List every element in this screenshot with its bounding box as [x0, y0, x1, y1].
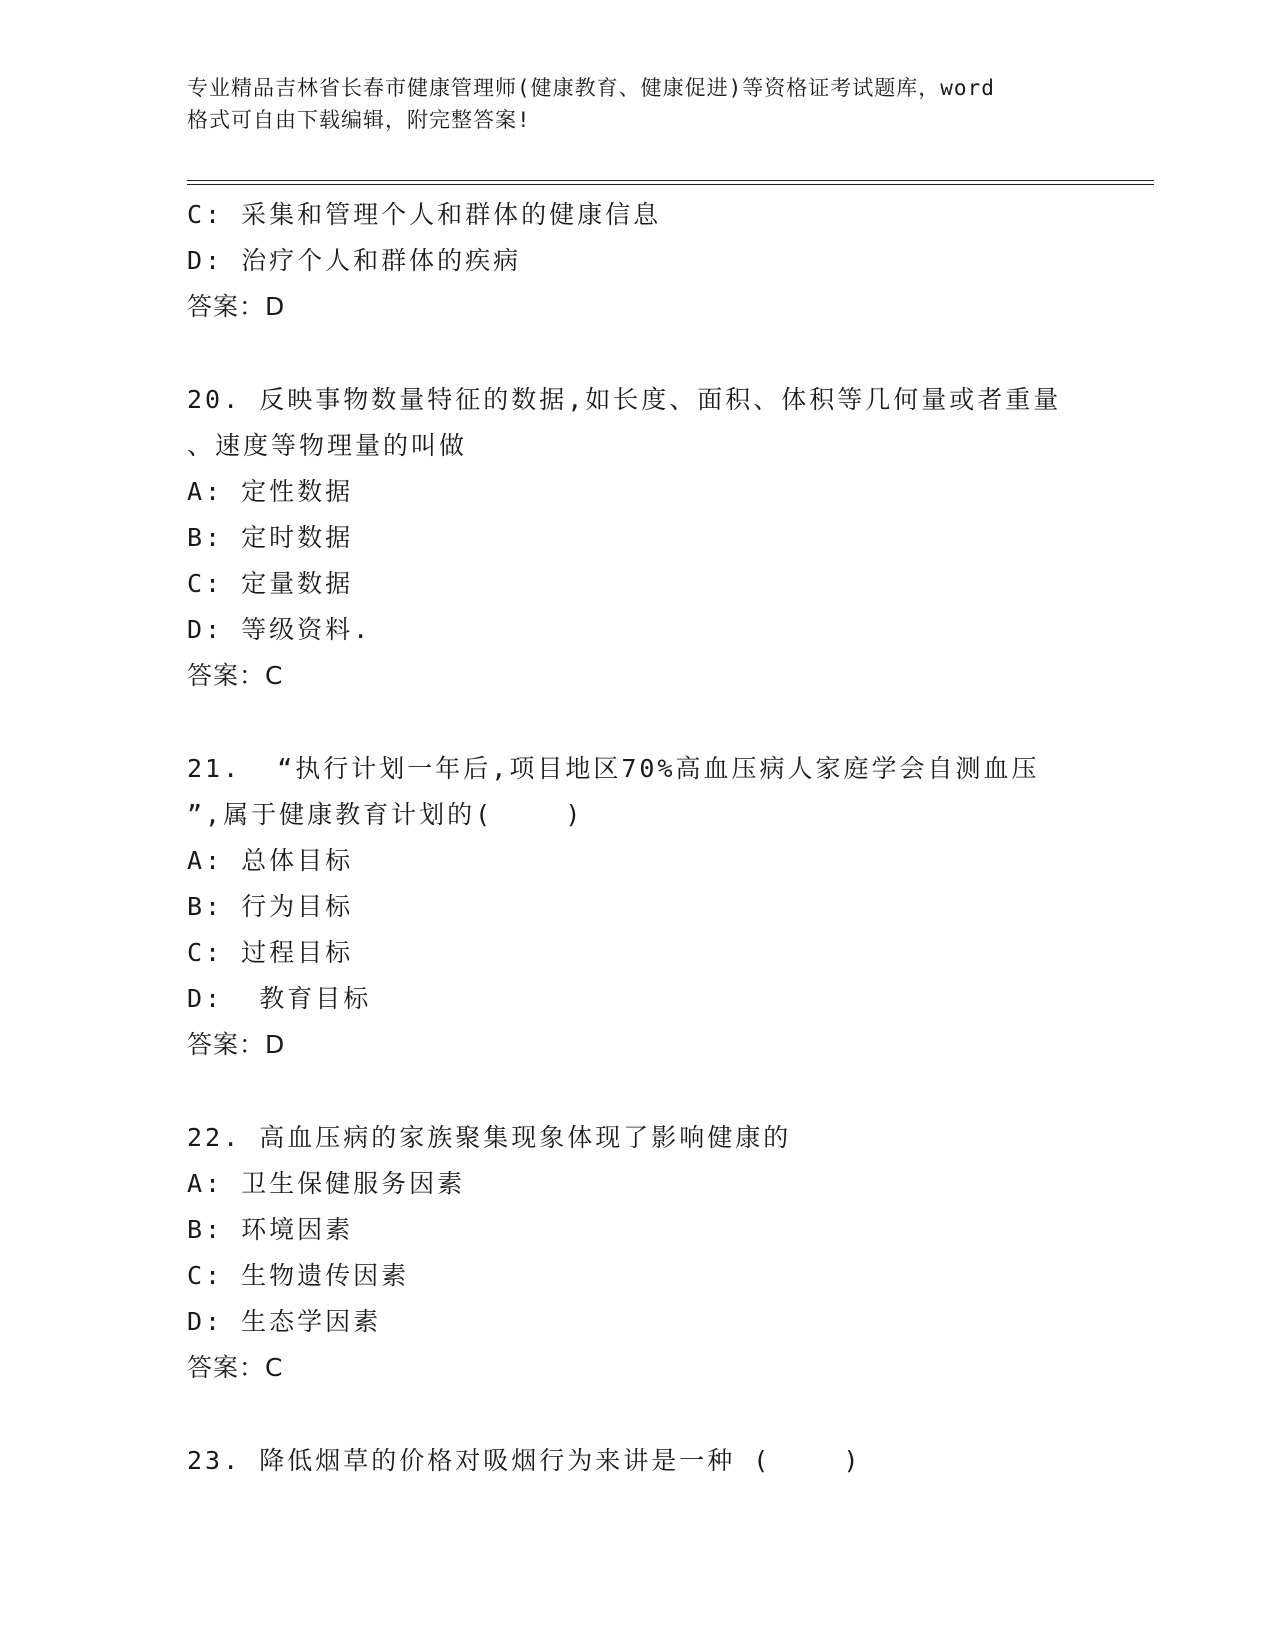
- option-b: B: 行为目标: [187, 892, 354, 921]
- header-divider-top: [187, 180, 1154, 181]
- option-a: A: 总体目标: [187, 846, 354, 875]
- option-d: D: 等级资料.: [187, 615, 372, 644]
- answer-line: 答案：C: [187, 1353, 284, 1382]
- question-gap: [187, 1068, 1147, 1115]
- question-23: [187, 1438, 1147, 1484]
- document-header: [187, 72, 1087, 136]
- option-c: C: 采集和管理个人和群体的健康信息: [187, 200, 662, 229]
- option-c: C: 过程目标: [187, 938, 354, 967]
- answer-line: 答案：D: [187, 1030, 286, 1059]
- question-gap: [187, 1391, 1147, 1438]
- question-stem-line-1: 22. 高血压病的家族聚集现象体现了影响健康的: [187, 1123, 792, 1152]
- question-stem-line-2: 、速度等物理量的叫做: [187, 431, 468, 460]
- option-a: A: 卫生保健服务因素: [187, 1169, 466, 1198]
- header-line-1: 专业精品吉林省长春市健康管理师(健康教育、健康促进)等资格证考试题库，word: [187, 76, 995, 100]
- question-21: [187, 746, 1147, 1068]
- answer-line: 答案：D: [187, 292, 286, 321]
- header-divider-bottom: [187, 184, 1154, 185]
- question-stem-line-1: 20. 反映事物数量特征的数据,如长度、面积、体积等几何量或者重量: [187, 385, 1062, 414]
- question-19-tail: [187, 192, 1147, 330]
- question-22: [187, 1115, 1147, 1391]
- option-d: D: 教育目标: [187, 984, 372, 1013]
- question-gap: [187, 330, 1147, 377]
- question-stem-line-2: ”,属于健康教育计划的( ): [187, 800, 584, 829]
- option-b: B: 定时数据: [187, 523, 354, 552]
- option-b: B: 环境因素: [187, 1215, 354, 1244]
- question-20: [187, 377, 1147, 699]
- header-line-2: 格式可自由下载编辑，附完整答案!: [187, 108, 531, 132]
- option-c: C: 生物遗传因素: [187, 1261, 410, 1290]
- option-d: D: 治疗个人和群体的疾病: [187, 246, 522, 275]
- option-a: A: 定性数据: [187, 477, 354, 506]
- option-c: C: 定量数据: [187, 569, 354, 598]
- question-list: [187, 192, 1147, 1484]
- question-stem-line-1: 23. 降低烟草的价格对吸烟行为来讲是一种 ( ): [187, 1446, 862, 1475]
- option-d: D: 生态学因素: [187, 1307, 382, 1336]
- question-gap: [187, 699, 1147, 746]
- answer-line: 答案：C: [187, 661, 284, 690]
- question-stem-line-1: 21. “执行计划一年后,项目地区70%高血压病人家庭学会自测血压: [187, 754, 1040, 783]
